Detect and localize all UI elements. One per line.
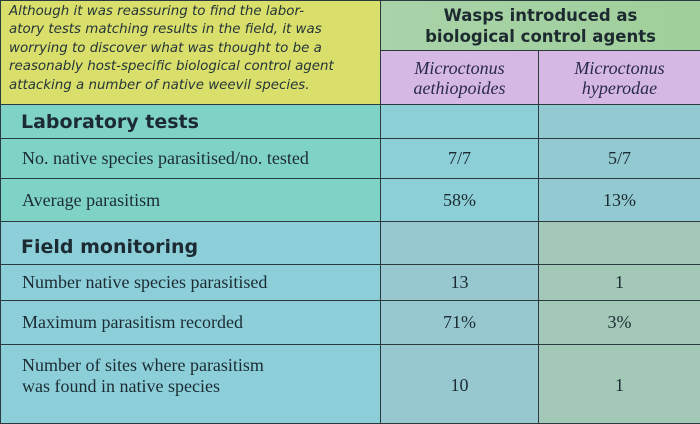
row-label: Number native species parasitised bbox=[1, 265, 381, 301]
value-aethiopoides: 71% bbox=[381, 301, 539, 345]
wasps-header bbox=[381, 1, 700, 51]
species-genus: Microctonus bbox=[539, 58, 700, 78]
note-line: worrying to discover what was thought to be a bbox=[9, 40, 376, 58]
section-spacer bbox=[539, 222, 700, 265]
species-genus: Microctonus bbox=[381, 58, 538, 78]
value-hyperodae: 1 bbox=[539, 345, 700, 424]
wasps-header-line1: Wasps introduced as bbox=[381, 5, 700, 26]
row-label: No. native species parasitised/no. tested bbox=[1, 139, 381, 179]
value-aethiopoides: 58% bbox=[381, 179, 539, 222]
section-spacer bbox=[381, 105, 539, 139]
note-line: attacking a number of native weevil species. bbox=[9, 77, 376, 95]
note-line: Although it was reassuring to find the labor- bbox=[9, 3, 376, 21]
row-label-line: was found in native species bbox=[22, 376, 380, 397]
value-hyperodae: 5/7 bbox=[539, 139, 700, 179]
value-hyperodae: 13% bbox=[539, 179, 700, 222]
wasps-header-line2: biological control agents bbox=[381, 26, 700, 47]
value-aethiopoides: 13 bbox=[381, 265, 539, 301]
section-spacer bbox=[539, 105, 700, 139]
row-label: Maximum parasitism recorded bbox=[1, 301, 381, 345]
species-header-aethiopoides bbox=[381, 51, 539, 105]
section-title-field: Field monitoring bbox=[1, 222, 381, 265]
value-hyperodae: 3% bbox=[539, 301, 700, 345]
caption-note bbox=[1, 1, 381, 105]
value-hyperodae: 1 bbox=[539, 265, 700, 301]
row-label: Average parasitism bbox=[1, 179, 381, 222]
section-spacer bbox=[381, 222, 539, 265]
value-aethiopoides: 10 bbox=[381, 345, 539, 424]
section-title-laboratory: Laboratory tests bbox=[1, 105, 381, 139]
row-label-line: Number of sites where parasitism bbox=[22, 355, 380, 376]
note-line: atory tests matching results in the field, it was bbox=[9, 21, 376, 39]
note-line: reasonably host-specific biological control agent bbox=[9, 58, 376, 76]
value-aethiopoides: 7/7 bbox=[381, 139, 539, 179]
row-label bbox=[1, 345, 381, 424]
species-epithet: aethiopoides bbox=[381, 78, 538, 98]
species-header-hyperodae bbox=[539, 51, 700, 105]
species-epithet: hyperodae bbox=[539, 78, 700, 98]
